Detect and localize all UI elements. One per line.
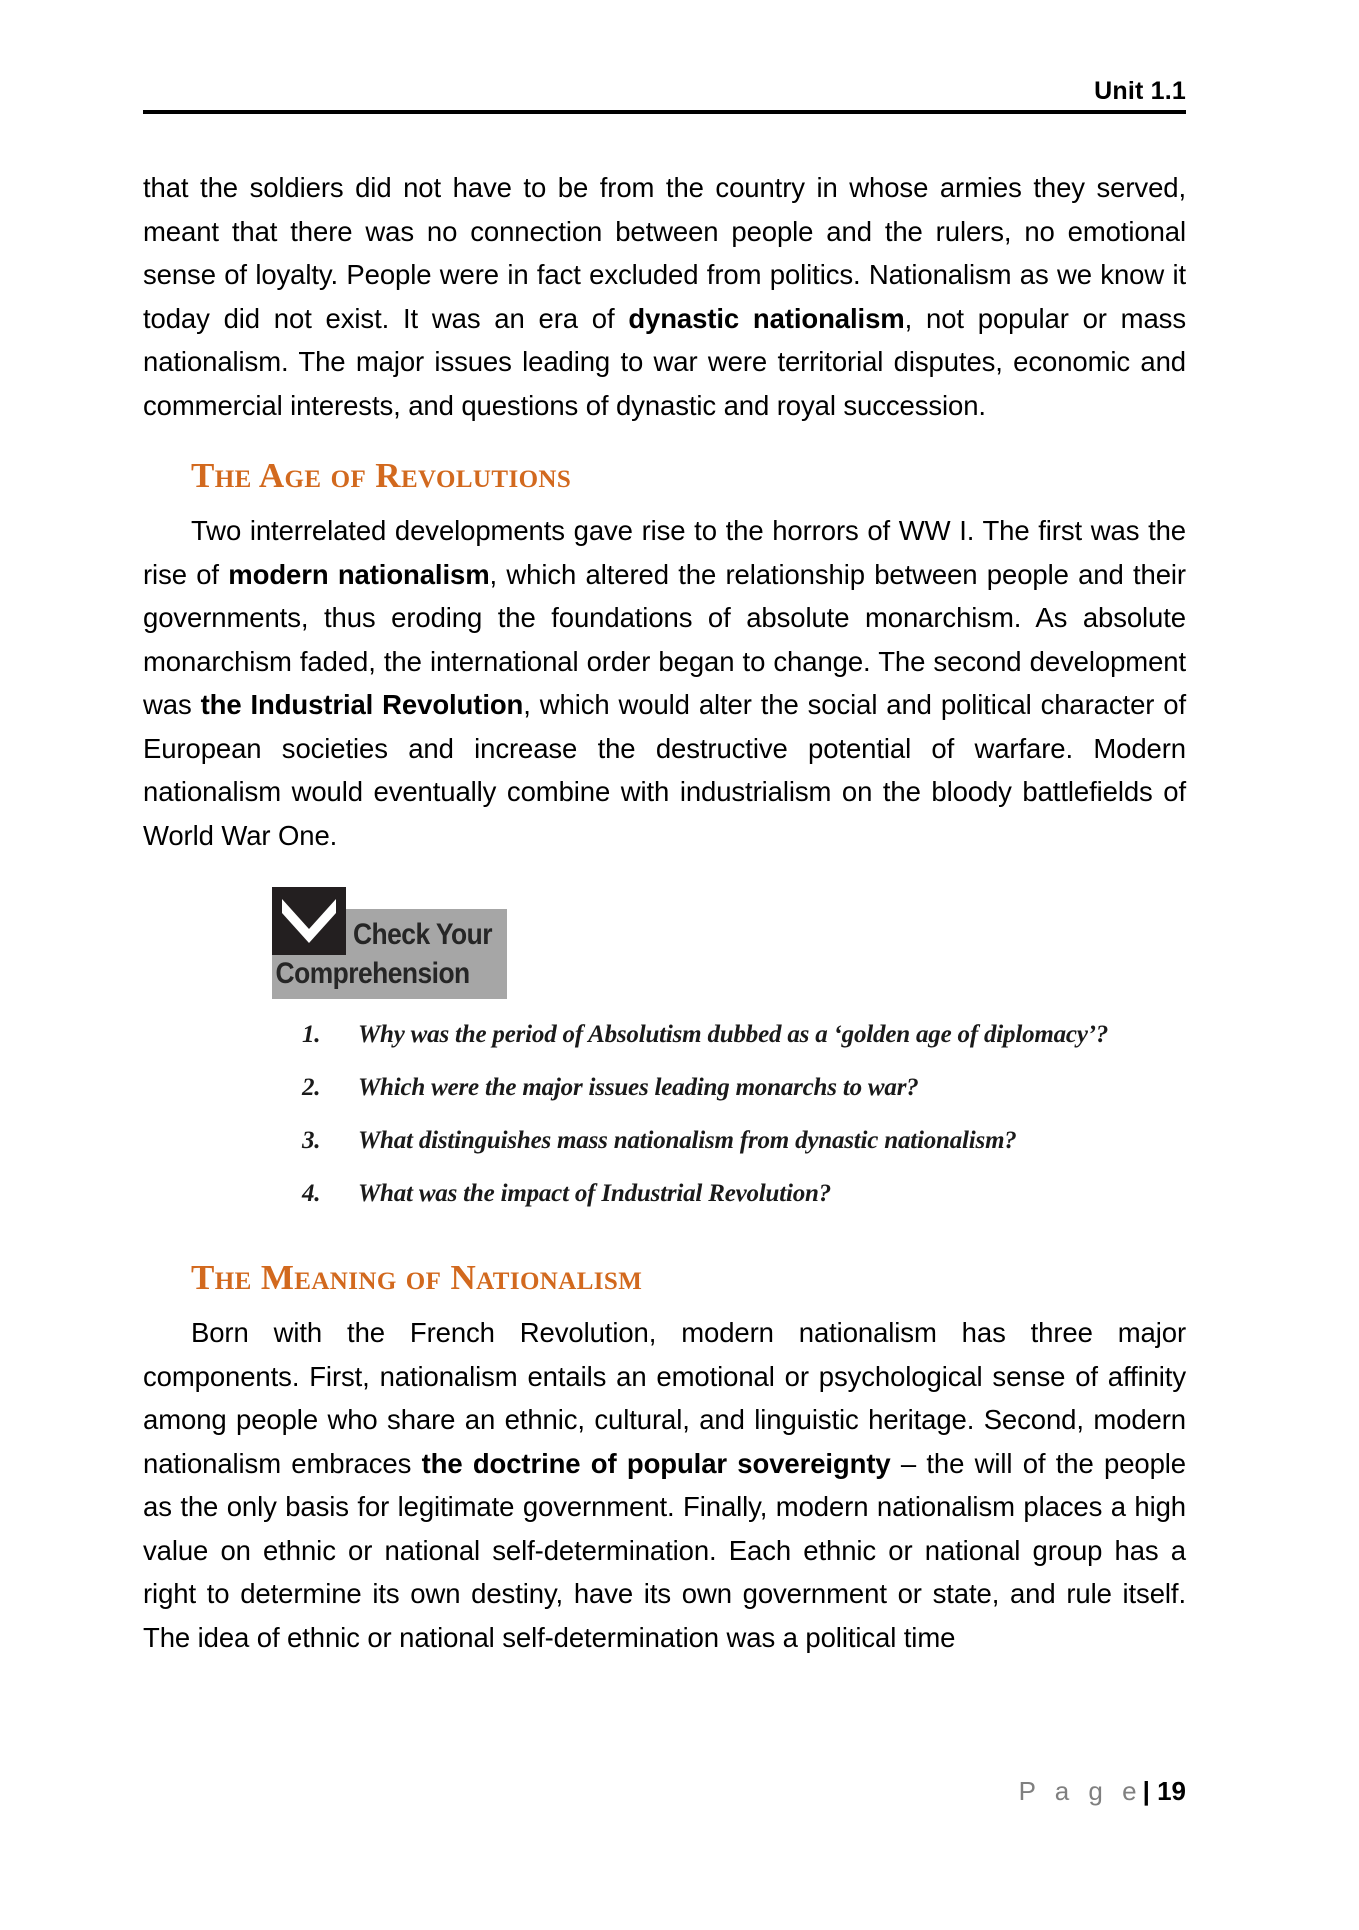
checkmark-icon-box [272,887,346,955]
document-content [143,166,1186,1659]
section-heading-age-of-revolutions: The Age of Revolutions [191,456,572,495]
check-your-comprehension-badge [143,887,1186,1009]
spacer [143,427,1186,453]
question-text: Which were the major issues leading monarchs to war? [358,1074,919,1101]
paragraph-1-text-after: , not popular or mass nationalism. The major issues leading to war were territorial disputes, economic and commercial interests, and questions of dynastic and royal succession. [143,302,1186,421]
paragraph-3-part-2: – the will of the people as the only basis for legitimate government. Finally, modern nationalism places a high value on ethnic or national self-determination. Each ethnic or national group has a right to determine its own destiny, have its own government or state, and rule itself. The idea of ethnic or national self-determination was a political time [143,1447,1186,1653]
paragraph-2-part-3: , which would alter the social and political character of European societies and increase the destructive potential of warfare. Modern nationalism would eventually combine with industrialism on the bloody battlefields of World War One. [143,689,1187,851]
header-rule [143,110,1186,114]
question-number: 4. [302,1180,321,1207]
question-text: Why was the period of Absolutism dubbed as a ‘golden age of diplomacy’? [358,1021,1109,1048]
paragraph-continuation [143,166,1186,427]
spacer [143,1301,1186,1311]
paragraph-meaning-of-nationalism [143,1311,1186,1659]
paragraph-1-bold-term: dynastic nationalism [628,302,905,334]
question-text: What was the impact of Industrial Revolution? [358,1180,832,1207]
footer-page-number: 19 [1157,1776,1186,1806]
badge-label-line-2: Comprehension [275,957,470,990]
spacer [143,499,1186,509]
page-header [143,76,1186,114]
footer-page-word: P a g e [1018,1776,1143,1806]
paragraph-3-bold-popular-sovereignty: the doctrine of popular sovereignty [421,1447,891,1479]
badge-label [275,915,529,993]
spacer [143,1229,1186,1255]
header-unit-label: Unit 1.1 [1094,77,1186,105]
list-item [272,1070,1152,1105]
question-list [272,1017,1152,1211]
paragraph-3-part-1: Born with the French Revolution, modern nationalism has three major components. First, nationalism entails an emotional or psychological sense of affinity among people who share an ethnic, cultural, and linguistic heritage. Second, modern nationalism embraces [143,1317,1186,1479]
section-heading-meaning-of-nationalism: The Meaning of Nationalism [191,1258,643,1297]
checkmark-icon [282,899,336,943]
paragraph-2-bold-industrial-revolution: the Industrial Revolution [200,689,524,720]
badge-label-line-1: Check Your [353,918,492,951]
paragraph-2-part-1: Two interrelated developments gave rise to the horrors of WW I. The first was the rise of [143,515,1186,590]
list-item [272,1123,1152,1158]
question-number: 3. [302,1127,321,1154]
question-number: 2. [302,1074,321,1101]
list-item [272,1176,1152,1211]
list-item [272,1017,1152,1052]
paragraph-2-part-2: , which altered the relationship between people and their governments, thus eroding the foundations of absolute monarchism. As absolute monarchism faded, the international order began to change. The second development was [143,558,1186,720]
paragraph-1-text-before: that the soldiers did not have to be from the country in whose armies they served, meant that there was no connection between people and the rulers, no emotional sense of loyalty. People were in fact excluded from politics. Nationalism as we know it today did not exist. It was an era of [143,172,1186,334]
comprehension-questions [272,1017,1152,1211]
page-footer [143,1775,1186,1807]
paragraph-age-of-revolutions [143,509,1186,857]
question-number: 1. [302,1021,321,1048]
question-text: What distinguishes mass nationalism from dynastic nationalism? [358,1127,1017,1154]
footer-separator: | [1142,1776,1150,1806]
paragraph-2-bold-modern-nationalism: modern nationalism [228,558,490,590]
